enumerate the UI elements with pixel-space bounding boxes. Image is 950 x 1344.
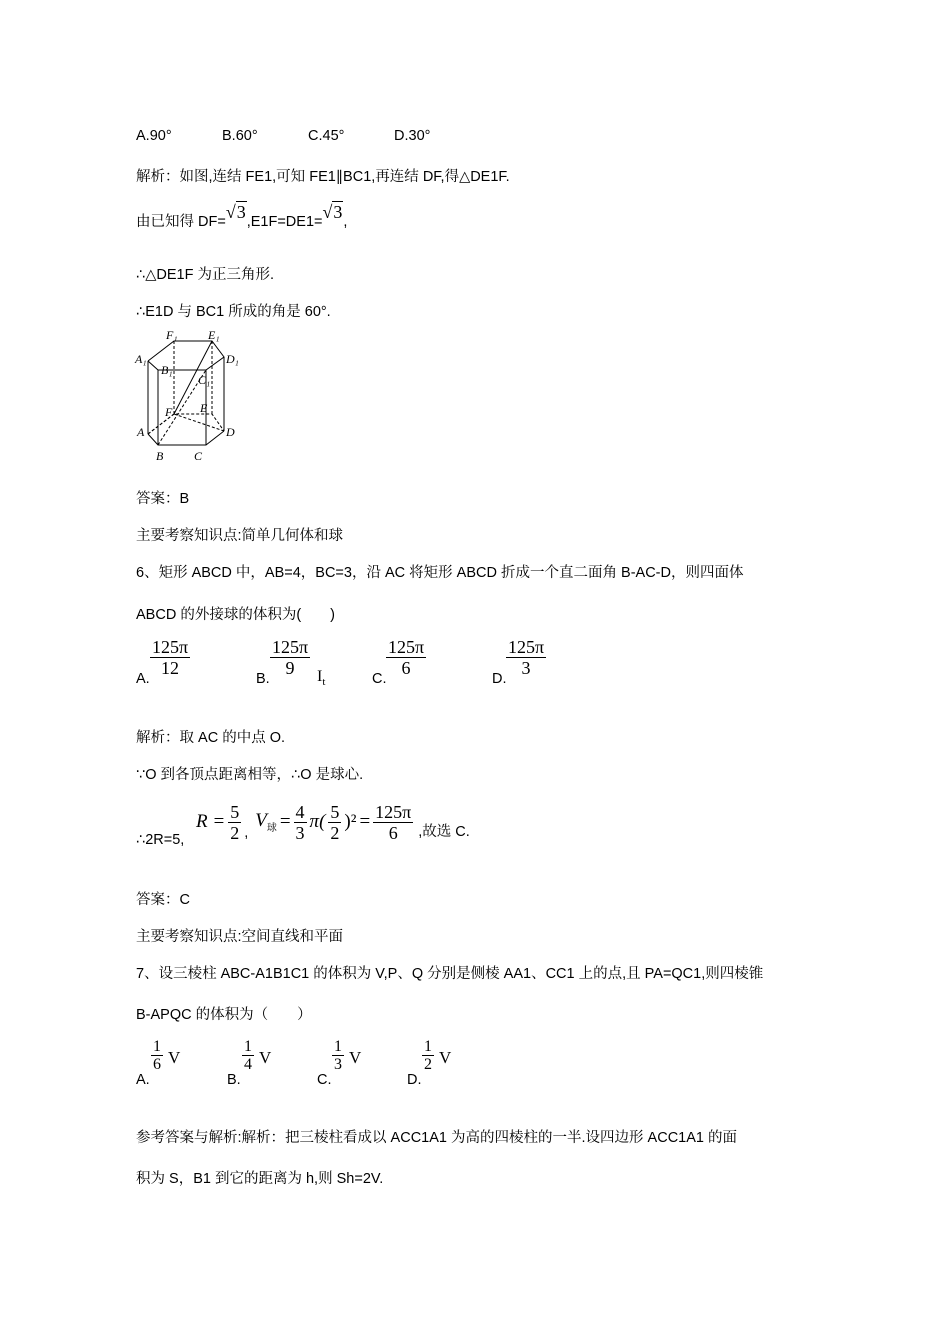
q7-analysis-line-2: 积为 S，B1 到它的距离为 h,则 Sh=2V. (136, 1171, 384, 1187)
stray-mark (317, 668, 325, 688)
q6-option-d-fraction (506, 637, 546, 678)
formula-v-sub: 球 (266, 822, 277, 834)
formula-v-letter: V (255, 810, 267, 832)
formula-r-lhs: R = (196, 811, 226, 832)
q5-option-c: C.45° (308, 128, 345, 144)
formula-comma: , (244, 825, 249, 841)
sqrt-3-symbol-2: √3 (322, 202, 343, 222)
denominator: 6 (153, 1056, 161, 1073)
label-C: C (194, 449, 203, 463)
q6-stem-line-1: 6、矩形 ABCD 中，AB=4，BC=3，沿 AC 将矩形 ABCD 折成一个直二面角 B-AC-D，则四面体 (136, 565, 744, 581)
q7-option-b-fraction (242, 1038, 254, 1073)
q5-option-a: A.90° (136, 128, 172, 144)
formula-c-fraction (294, 802, 307, 843)
label-F1: F₁ (166, 330, 178, 342)
formula-result-fraction (373, 802, 413, 843)
numerator: 1 (424, 1038, 432, 1055)
q6-option-a-fraction (150, 637, 190, 678)
formula-pi-paren: π( (309, 811, 326, 832)
q5-answer: 答案：B (136, 491, 190, 507)
q6-answer: 答案：C (136, 892, 190, 908)
label-A: A (137, 425, 145, 439)
q7-option-a-letter: A. (136, 1072, 150, 1088)
q5-analysis-2-suffix: , (343, 214, 348, 230)
denominator: 12 (161, 658, 180, 678)
numerator: 125π (272, 637, 309, 657)
q6-option-c-fraction (386, 637, 426, 678)
q6-volume-formula (196, 797, 470, 847)
q5-conclusion-1: ∴△DE1F 为正三角形. (136, 267, 274, 283)
q6-analysis-line-2: ∵O 到各顶点距离相等，∴O 是球心. (136, 767, 364, 783)
q7-stem-line-1: 7、设三棱柱 ABC-A1B1C1 的体积为 V,P、Q 分别是侧棱 AA1、CC1 上的点,且 PA=QC1,则四棱锥 (136, 966, 764, 982)
q7-option-b-letter: B. (227, 1072, 241, 1088)
q6-topic: 主要考察知识点:空间直线和平面 (136, 929, 344, 945)
sqrt-radicand: 3 (236, 202, 246, 222)
q5-conclusion-2: ∴E1D 与 BC1 所成的角是 60°. (136, 304, 331, 320)
denominator: 6 (388, 822, 398, 843)
numerator: 125π (152, 637, 189, 657)
formula-v (255, 810, 277, 834)
q7-stem-line-2: B-APQC 的体积为（ ） (136, 1007, 312, 1023)
formula-r-fraction (228, 802, 241, 843)
formula-in-fraction (328, 802, 341, 843)
q5-option-b: B.60° (222, 128, 258, 144)
numerator: 125π (375, 801, 412, 822)
q7-analysis-line-1: 参考答案与解析:解析：把三棱柱看成以 ACC1A1 为高的四棱柱的一半.设四边形 ACC1A1 的面 (136, 1130, 737, 1146)
q5-analysis-2-prefix: 由已知得 DF= (136, 214, 226, 230)
q5-analysis-line-2 (136, 202, 348, 231)
label-A1: A₁ (135, 352, 147, 366)
q5-analysis-2-mid: ,E1F=DE1= (246, 214, 323, 230)
numerator: 4 (295, 801, 305, 822)
label-C1: C₁ (198, 373, 211, 387)
q6-analysis-3-prefix: ∴2R=5, (136, 832, 185, 848)
numerator: 5 (230, 801, 240, 822)
denominator: 2 (424, 1056, 432, 1073)
formula-eq: = (279, 811, 291, 832)
q7-option-d-var: V (439, 1048, 452, 1067)
stray-mark-sub: t (322, 676, 326, 689)
denominator: 3 (334, 1056, 342, 1073)
label-E: E (200, 401, 208, 415)
denominator: 2 (230, 822, 240, 843)
stray-mark-main: I (317, 668, 323, 685)
hexagonal-prism-figure (134, 330, 244, 465)
denominator: 3 (521, 658, 531, 678)
q7-option-c-letter: C. (317, 1072, 332, 1088)
numerator: 1 (334, 1038, 342, 1055)
q6-option-d-letter: D. (492, 671, 507, 687)
q6-option-a-letter: A. (136, 671, 150, 687)
q7-option-a-fraction (151, 1038, 163, 1073)
numerator: 1 (153, 1038, 161, 1055)
q6-analysis-line-1: 解析：取 AC 的中点 O. (136, 730, 286, 746)
sqrt-radicand-2: 3 (333, 202, 343, 222)
q6-option-b-letter: B. (256, 671, 270, 687)
numerator: 5 (330, 801, 340, 822)
q5-topic: 主要考察知识点:简单几何体和球 (136, 528, 344, 544)
q7-option-c-fraction (332, 1038, 344, 1073)
q7-option-c-var: V (349, 1048, 362, 1067)
q6-option-c-letter: C. (372, 671, 387, 687)
formula-close-pow: )² (344, 811, 357, 832)
denominator: 6 (401, 658, 411, 678)
label-B1: B₁ (161, 363, 173, 377)
label-F: F (165, 405, 173, 419)
label-B: B (156, 449, 164, 463)
denominator: 9 (285, 658, 295, 678)
denominator: 2 (330, 822, 340, 843)
q6-stem-line-2: ABCD 的外接球的体积为( ) (136, 607, 335, 623)
q7-option-a-var: V (168, 1048, 181, 1067)
numerator: 1 (244, 1038, 252, 1055)
q7-option-d-fraction (422, 1038, 434, 1073)
numerator: 125π (388, 637, 425, 657)
formula-eq-2: = (359, 811, 371, 832)
q5-analysis-line-1: 解析：如图,连结 FE1,可知 FE1∥BC1,再连结 DF,得△DE1F. (136, 169, 510, 185)
label-D: D (226, 425, 235, 439)
sqrt-3-symbol: √3 (225, 202, 246, 222)
q6-option-b-fraction (270, 637, 310, 678)
q7-option-b-var: V (259, 1048, 272, 1067)
q6-analysis-3-suffix: ,故选 C. (418, 824, 470, 840)
label-E1: E₁ (208, 330, 220, 342)
denominator: 4 (244, 1056, 252, 1073)
q7-option-d-letter: D. (407, 1072, 422, 1088)
numerator: 125π (508, 637, 545, 657)
q5-option-d: D.30° (394, 128, 431, 144)
label-D1: D₁ (226, 352, 239, 366)
denominator: 3 (295, 822, 305, 843)
